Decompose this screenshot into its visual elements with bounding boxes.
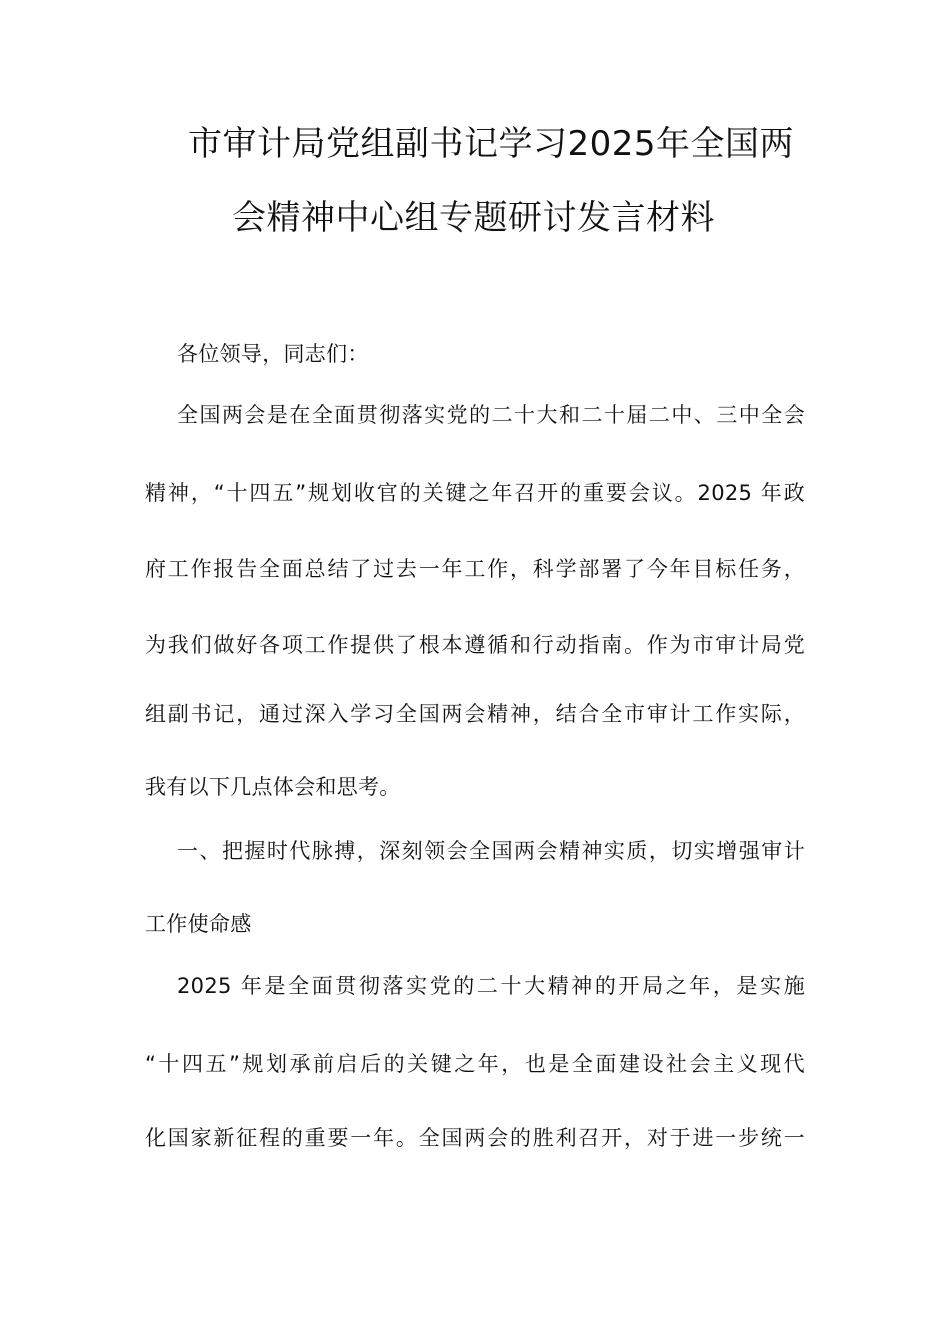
paragraph-line: “十四五”规划承前启后的关键之年，也是全面建设社会主义现代 — [145, 1052, 805, 1076]
section-heading-line: 一、把握时代脉搏，深刻领会全国两会精神实质，切实增强审计 — [177, 839, 805, 863]
paragraph-line: 组副书记，通过深入学习全国两会精神，结合全市审计工作实际， — [145, 702, 805, 726]
document-title-line-1: 市审计局党组副书记学习2025年全国两 — [188, 124, 795, 164]
paragraph-line: 化国家新征程的重要一年。全国两会的胜利召开，对于进一步统一 — [145, 1126, 805, 1150]
section-heading-line: 工作使命感 — [145, 912, 252, 936]
paragraph-line: 府工作报告全面总结了过去一年工作，科学部署了今年目标任务， — [145, 557, 805, 581]
paragraph-line: 为我们做好各项工作提供了根本遵循和行动指南。作为市审计局党 — [145, 633, 805, 657]
paragraph-line: 我有以下几点体会和思考。 — [145, 775, 401, 799]
paragraph-line: 全国两会是在全面贯彻落实党的二十大和二十届二中、三中全会 — [177, 403, 805, 427]
paragraph-line: 2025 年是全面贯彻落实党的二十大精神的开局之年，是实施 — [177, 974, 805, 998]
document-title-line-2: 会精神中心组专题研讨发言材料 — [232, 198, 715, 238]
salutation: 各位领导，同志们： — [177, 342, 369, 366]
paragraph-line: 精神，“十四五”规划收官的关键之年召开的重要会议。2025 年政 — [145, 481, 805, 505]
